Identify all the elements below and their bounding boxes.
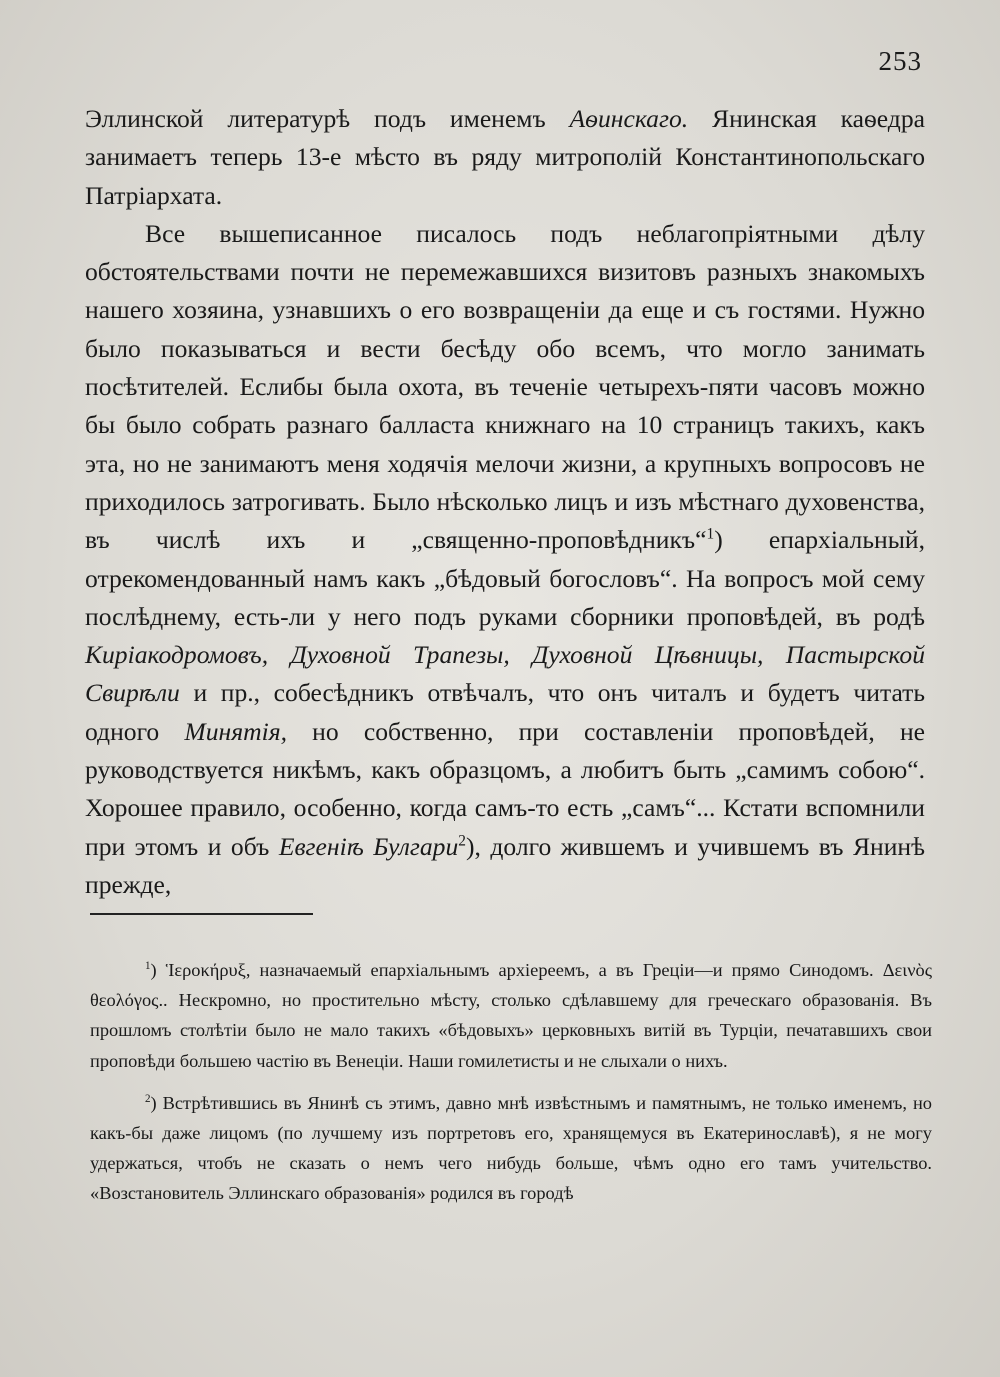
footnote-mark: 1 — [145, 959, 151, 972]
footnote-ref: 2 — [458, 832, 466, 850]
text-run: Все вышеписанное писалось подъ неблагопріятными дѣлу обстоятельствами почти не перемежавшихся визитовъ разныхъ знакомыхъ нашего хозяина, узнавшихъ о его возвращеніи да еще и съ гостями. Нужно было показываться и вести бесѣду обо всемъ, что могло занимать посѣтителей. Еслибы была охота, въ теченіе четырехъ-пяти часовъ можно бы было собрать разнаго балласта книжнаго на 10 страницъ такихъ, какъ эта, но не занимаютъ меня ходячія мелочи жизни, а крупныхъ вопросовъ не приходилось затрогивать. Было нѣсколько лицъ и изъ мѣстнаго духовенства, въ числѣ ихъ и „священно-проповѣдникъ“ — [85, 218, 925, 555]
footnote-ref: 1 — [706, 525, 715, 543]
footnote-text: ) Встрѣтившись въ Янинѣ съ этимъ, давно мнѣ извѣстнымъ и памятнымъ, не только именемъ, но какъ-бы даже лицомъ (по лучшему изъ портретовъ его, хранящемуся въ Екатеринославѣ), я не могу удержаться, чтобъ не сказать о немъ чего нибудь больше, чѣмъ одно его тамъ учительство. «Возстановитель Эллинскаго образованія» родился въ городѣ — [90, 1092, 932, 1204]
footnotes — [90, 955, 932, 1221]
footnote-text: ) Ἱεροκήρυξ, назначаемый епархіальнымъ архіереемъ, а въ Греціи—и прямо Синодомъ. Δεινὸς θεολόγος.. Нескромно, но простительно мѣсту, столько сдѣлавшему для греческаго образованія. Въ прошломъ столѣтіи было не мало такихъ «бѣдовыхъ» церковныхъ витій въ Турціи, печатавшихъ свои проповѣди большею частію въ Венеціи. Наши гомилетисты и не слыхали о нихъ. — [90, 960, 932, 1071]
footnote-1 — [90, 955, 932, 1076]
paragraph-continuation — [85, 100, 925, 215]
text-run: ) епархіальный, отрекомендованный намъ какъ „бѣдовый богословъ“. На вопросъ мой сему послѣднему, есть-ли у него подъ руками сборники проповѣдей, въ родѣ — [85, 525, 925, 631]
footnote-2 — [90, 1088, 932, 1209]
footnote-mark: 2 — [145, 1092, 151, 1105]
italic-name: Минятія, — [184, 716, 288, 746]
paragraph — [85, 215, 925, 904]
main-text — [85, 100, 925, 904]
text-run: но собственно, при составленіи проповѣдей, не руководствуется никѣмъ, какъ образцомъ, а любитъ быть „самимъ собою“. Хорошее правило, особенно, когда самъ-то есть „самъ“... Кстати вспомнили при этомъ и объ — [85, 716, 925, 861]
footnote-divider — [90, 913, 313, 915]
text-run: Эллинской литературѣ подъ именемъ — [85, 104, 570, 133]
text-run: Янинская каѳедра занимаетъ теперь 13-е мѣсто въ ряду митрополій Константинопольскаго Патріархата. — [85, 104, 925, 210]
italic-name: Аѳинскаго. — [569, 104, 689, 133]
italic-name: Евгеніѣ Булгари — [278, 831, 459, 861]
italic-titles: Киріакодромовъ, Духовной Трапезы, Духовной Цѣвницы, Пастырской Свирѣли — [85, 640, 925, 708]
text-run: и пр., собесѣдникъ отвѣчалъ, что онъ читалъ и будетъ читать одного — [85, 678, 925, 746]
page-number: 253 — [878, 46, 922, 76]
text-run: ), долго жившемъ и учившемъ въ Янинѣ прежде, — [85, 831, 926, 899]
